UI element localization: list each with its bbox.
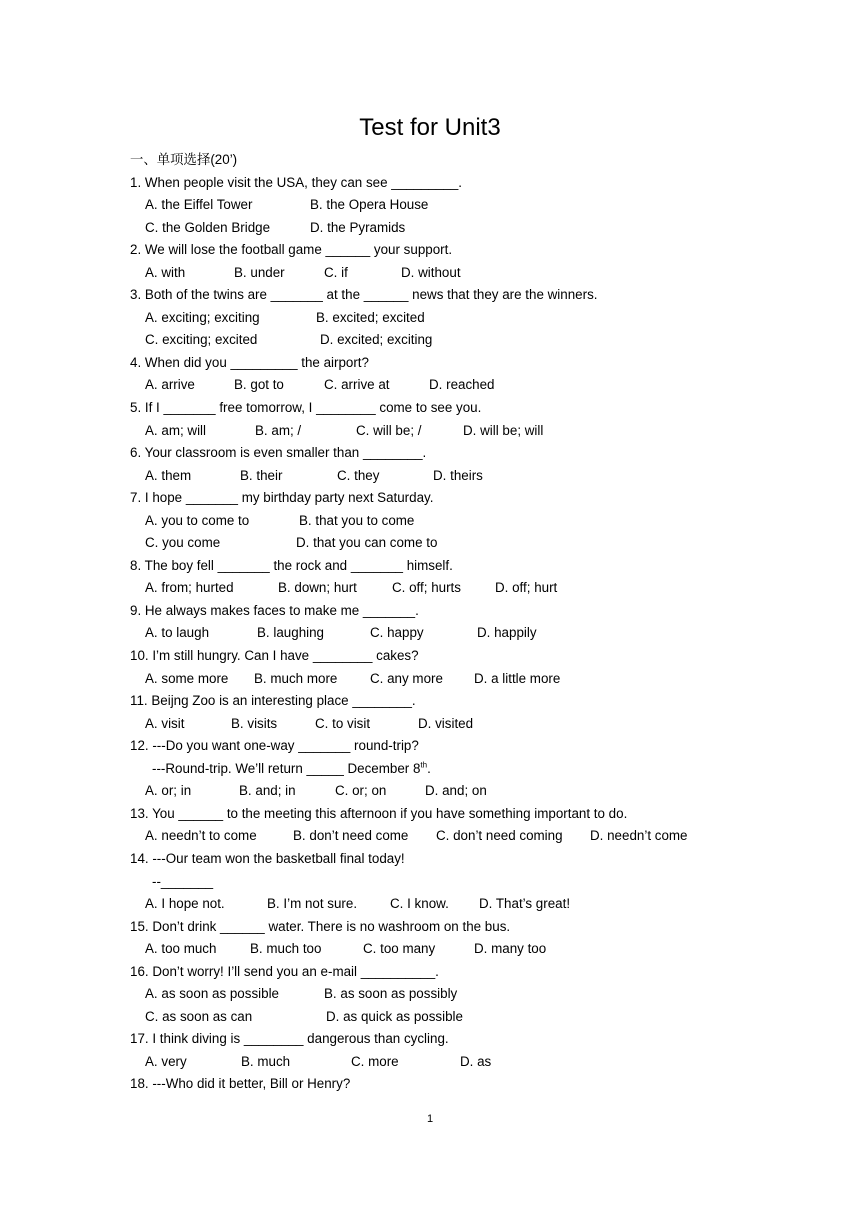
question-3: 3. Both of the twins are _______ at the ______ news that they are the winners. <box>130 287 598 303</box>
q15-options <box>130 938 750 961</box>
q17-options <box>130 1051 750 1074</box>
q8-option-b: B. down; hurt <box>278 580 357 596</box>
q11-options <box>130 713 750 736</box>
question-1: 1. When people visit the USA, they can see _________. <box>130 174 463 190</box>
q7-options-row1 <box>130 510 750 533</box>
question-2: 2. We will lose the football game ______ your support. <box>130 242 453 258</box>
q2-options <box>130 262 750 285</box>
question-6: 6. Your classroom is even smaller than ________. <box>130 445 427 461</box>
q14-option-d: D. That’s great! <box>479 896 571 912</box>
section-heading: 一、单项选择(20’) <box>130 152 238 167</box>
q10-option-d: D. a little more <box>474 670 561 686</box>
q9-options <box>130 622 750 645</box>
question-4: 4. When did you _________ the airport? <box>130 354 369 370</box>
q17-option-d: D. as <box>460 1053 492 1069</box>
q12-option-c: C. or; on <box>335 783 387 799</box>
question-15: 15. Don’t drink ______ water. There is no washroom on the bus. <box>130 918 511 934</box>
q12-reply <box>130 758 750 781</box>
q10-option-c: C. any more <box>370 670 443 686</box>
question-18: 18. ---Who did it better, Bill or Henry? <box>130 1076 351 1092</box>
question-11: 11. Beijng Zoo is an interesting place ________. <box>130 693 416 709</box>
q1-option-a: A. the Eiffel Tower <box>145 197 253 213</box>
q10-option-a: A. some more <box>145 670 229 686</box>
q14-options <box>130 893 750 916</box>
q12-option-a: A. or; in <box>145 783 192 799</box>
q3-option-a: A. exciting; exciting <box>145 309 260 325</box>
q12-option-d: D. and; on <box>425 783 487 799</box>
q5-options <box>130 420 750 443</box>
q15-option-d: D. many too <box>474 941 547 957</box>
q9-option-a: A. to laugh <box>145 625 210 641</box>
q12-options <box>130 780 750 803</box>
q3-options-row1 <box>130 307 750 330</box>
q3-option-b: B. excited; excited <box>316 309 425 325</box>
q10-options <box>130 668 750 691</box>
page-title: Test for Unit3 <box>359 114 501 141</box>
q7-option-d: D. that you can come to <box>296 535 438 551</box>
q3-option-c: C. exciting; excited <box>145 332 258 348</box>
question-7: 7. I hope _______ my birthday party next Saturday. <box>130 490 434 506</box>
q16-options-row1 <box>130 983 750 1006</box>
question-10: 10. I’m still hungry. Can I have ________ cakes? <box>130 648 419 664</box>
q13-option-d: D. needn’t come <box>590 828 688 844</box>
q13-option-c: C. don’t need coming <box>436 828 563 844</box>
q6-option-a: A. them <box>145 467 192 483</box>
q16-option-b: B. as soon as possibly <box>324 986 458 1002</box>
q14-reply: --_______ <box>152 873 214 889</box>
q1-option-b: B. the Opera House <box>310 197 429 213</box>
q16-option-a: A. as soon as possible <box>145 986 279 1002</box>
q2-option-a: A. with <box>145 264 186 280</box>
q13-option-a: A. needn’t to come <box>145 828 257 844</box>
q7-option-c: C. you come <box>145 535 221 551</box>
q14-option-a: A. I hope not. <box>145 896 225 912</box>
q11-option-a: A. visit <box>145 715 185 731</box>
q4-option-c: C. arrive at <box>324 377 390 393</box>
q12-reply-text: ---Round-trip. We’ll return _____ December 8 <box>152 760 421 776</box>
q6-options <box>130 465 750 488</box>
q2-option-b: B. under <box>234 264 285 280</box>
q5-option-b: B. am; / <box>255 422 302 438</box>
q8-option-d: D. off; hurt <box>495 580 558 596</box>
q11-option-d: D. visited <box>418 715 474 731</box>
q16-option-c: C. as soon as can <box>145 1008 253 1024</box>
q3-option-d: D. excited; exciting <box>320 332 433 348</box>
q5-option-a: A. am; will <box>145 422 207 438</box>
q11-option-b: B. visits <box>231 715 278 731</box>
q12-reply-sup: th <box>420 760 428 770</box>
question-5: 5. If I _______ free tomorrow, I ________ come to see you. <box>130 400 482 416</box>
q11-option-c: C. to visit <box>315 715 371 731</box>
q4-option-b: B. got to <box>234 377 284 393</box>
q4-option-a: A. arrive <box>145 377 195 393</box>
q17-option-b: B. much <box>241 1053 291 1069</box>
q14-option-b: B. I’m not sure. <box>267 896 358 912</box>
q7-option-a: A. you to come to <box>145 512 250 528</box>
q4-option-d: D. reached <box>429 377 495 393</box>
q7-options-row2 <box>130 532 750 555</box>
page-number: 1 <box>426 1113 434 1125</box>
q3-options-row2 <box>130 329 750 352</box>
question-16: 16. Don’t worry! I’ll send you an e-mail __________. <box>130 963 439 979</box>
q13-options <box>130 825 750 848</box>
question-8: 8. The boy fell _______ the rock and _______ himself. <box>130 557 453 573</box>
q9-option-c: C. happy <box>370 625 424 641</box>
q2-option-d: D. without <box>401 264 461 280</box>
q17-option-a: A. very <box>145 1053 187 1069</box>
question-17: 17. I think diving is ________ dangerous than cycling. <box>130 1031 449 1047</box>
q1-options-row1 <box>130 194 750 217</box>
q8-option-c: C. off; hurts <box>392 580 461 596</box>
q9-option-d: D. happily <box>477 625 537 641</box>
q5-option-c: C. will be; / <box>356 422 422 438</box>
q6-option-d: D. theirs <box>433 467 483 483</box>
q13-option-b: B. don’t need come <box>293 828 409 844</box>
q1-option-c: C. the Golden Bridge <box>145 219 271 235</box>
question-14: 14. ---Our team won the basketball final today! <box>130 850 405 866</box>
q8-option-a: A. from; hurted <box>145 580 234 596</box>
question-9: 9. He always makes faces to make me _______. <box>130 602 419 618</box>
q6-option-c: C. they <box>337 467 380 483</box>
question-13: 13. You ______ to the meeting this afternoon if you have something important to do. <box>130 805 628 821</box>
q7-option-b: B. that you to come <box>299 512 415 528</box>
question-list <box>130 149 750 1096</box>
q15-option-c: C. too many <box>363 941 436 957</box>
q12-option-b: B. and; in <box>239 783 296 799</box>
q1-options-row2 <box>130 217 750 240</box>
q2-option-c: C. if <box>324 264 348 280</box>
q5-option-d: D. will be; will <box>463 422 544 438</box>
q8-options <box>130 577 750 600</box>
q9-option-b: B. laughing <box>257 625 325 641</box>
question-12: 12. ---Do you want one-way _______ round-trip? <box>130 738 419 754</box>
q15-option-a: A. too much <box>145 941 217 957</box>
q12-reply-end: . <box>427 760 431 776</box>
q6-option-b: B. their <box>240 467 283 483</box>
q15-option-b: B. much too <box>250 941 322 957</box>
q4-options <box>130 374 750 397</box>
q10-option-b: B. much more <box>254 670 338 686</box>
q1-option-d: D. the Pyramids <box>310 219 406 235</box>
q16-option-d: D. as quick as possible <box>326 1008 463 1024</box>
q16-options-row2 <box>130 1006 750 1029</box>
q14-option-c: C. I know. <box>390 896 449 912</box>
q17-option-c: C. more <box>351 1053 399 1069</box>
